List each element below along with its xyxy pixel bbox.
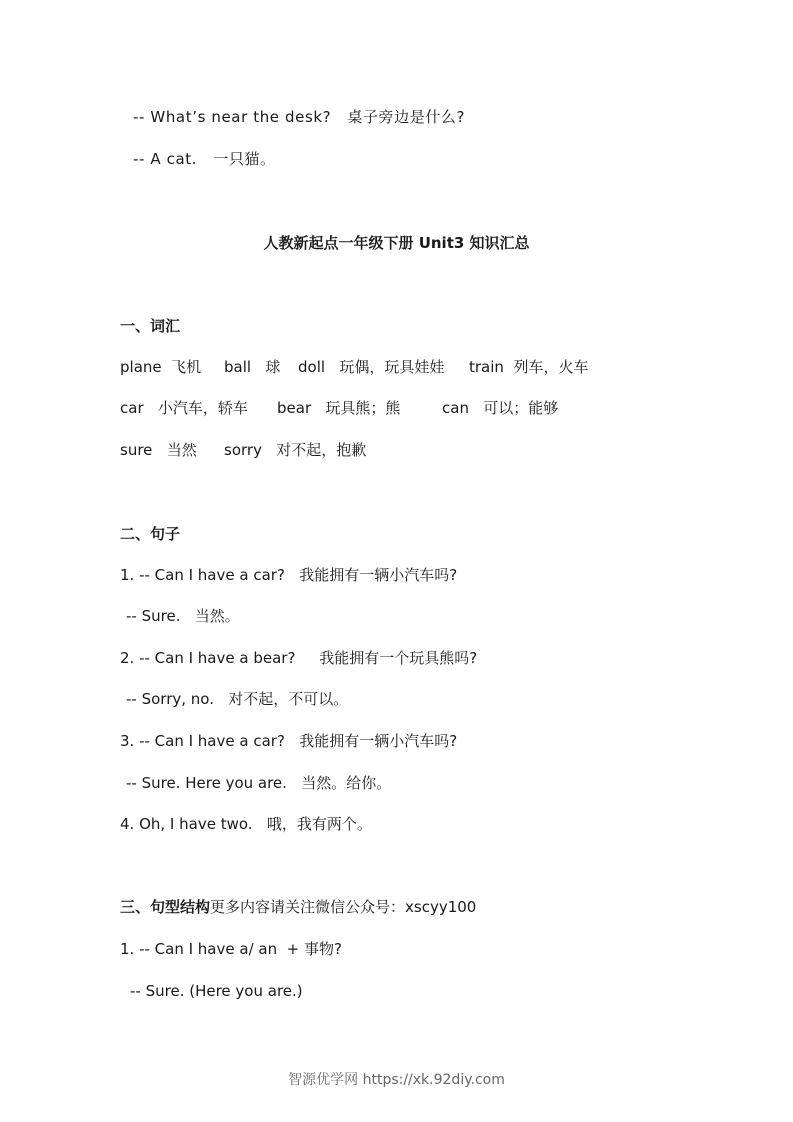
section-heading-sentences: 二、句子 <box>120 525 181 543</box>
document-title: 人教新起点一年级下册 Unit3 知识汇总 <box>263 234 530 252</box>
sentence-line: -- Sure. 当然。 <box>126 607 240 625</box>
sentence-line: 3. -- Can I have a car? 我能拥有一辆小汽车吗? <box>120 732 458 750</box>
sentence-line: 1. -- Can I have a car? 我能拥有一辆小汽车吗? <box>120 566 458 584</box>
section-heading-label: 三、句型结构 <box>120 898 211 916</box>
vocab-item: ball 球 <box>224 358 281 376</box>
dialog-question: -- What’s near the desk? 桌子旁边是什么? <box>133 108 466 126</box>
sentence-line: -- Sure. Here you are. 当然。给你。 <box>126 774 392 792</box>
vocab-item: bear 玩具熊；熊 <box>277 399 401 417</box>
pattern-line: -- Sure. (Here you are.) <box>130 982 303 1000</box>
sentence-line: -- Sorry, no. 对不起，不可以。 <box>126 690 349 708</box>
wechat-notice: 更多内容请关注微信公众号：xscyy100 <box>210 898 477 916</box>
vocab-item: doll 玩偶，玩具娃娃 <box>298 358 445 376</box>
footer-watermark: 智源优学网 https://xk.92diy.com <box>288 1072 505 1088</box>
sentence-line: 2. -- Can I have a bear? 我能拥有一个玩具熊吗? <box>120 649 478 667</box>
vocab-item: plane 飞机 <box>120 358 202 376</box>
vocab-item: car 小汽车，轿车 <box>120 399 248 417</box>
vocab-item: sorry 对不起，抱歉 <box>224 441 367 459</box>
vocab-item: sure 当然 <box>120 441 197 459</box>
section-heading-patterns <box>120 897 476 917</box>
sentence-line: 4. Oh, I have two. 哦，我有两个。 <box>120 815 372 833</box>
dialog-answer: -- A cat. 一只猫。 <box>133 150 276 168</box>
section-heading-vocabulary: 一、词汇 <box>120 317 181 335</box>
vocab-item: train 列车，火车 <box>469 358 589 376</box>
pattern-line: 1. -- Can I have a/ an + 事物? <box>120 940 342 958</box>
vocab-item: can 可以；能够 <box>442 399 559 417</box>
